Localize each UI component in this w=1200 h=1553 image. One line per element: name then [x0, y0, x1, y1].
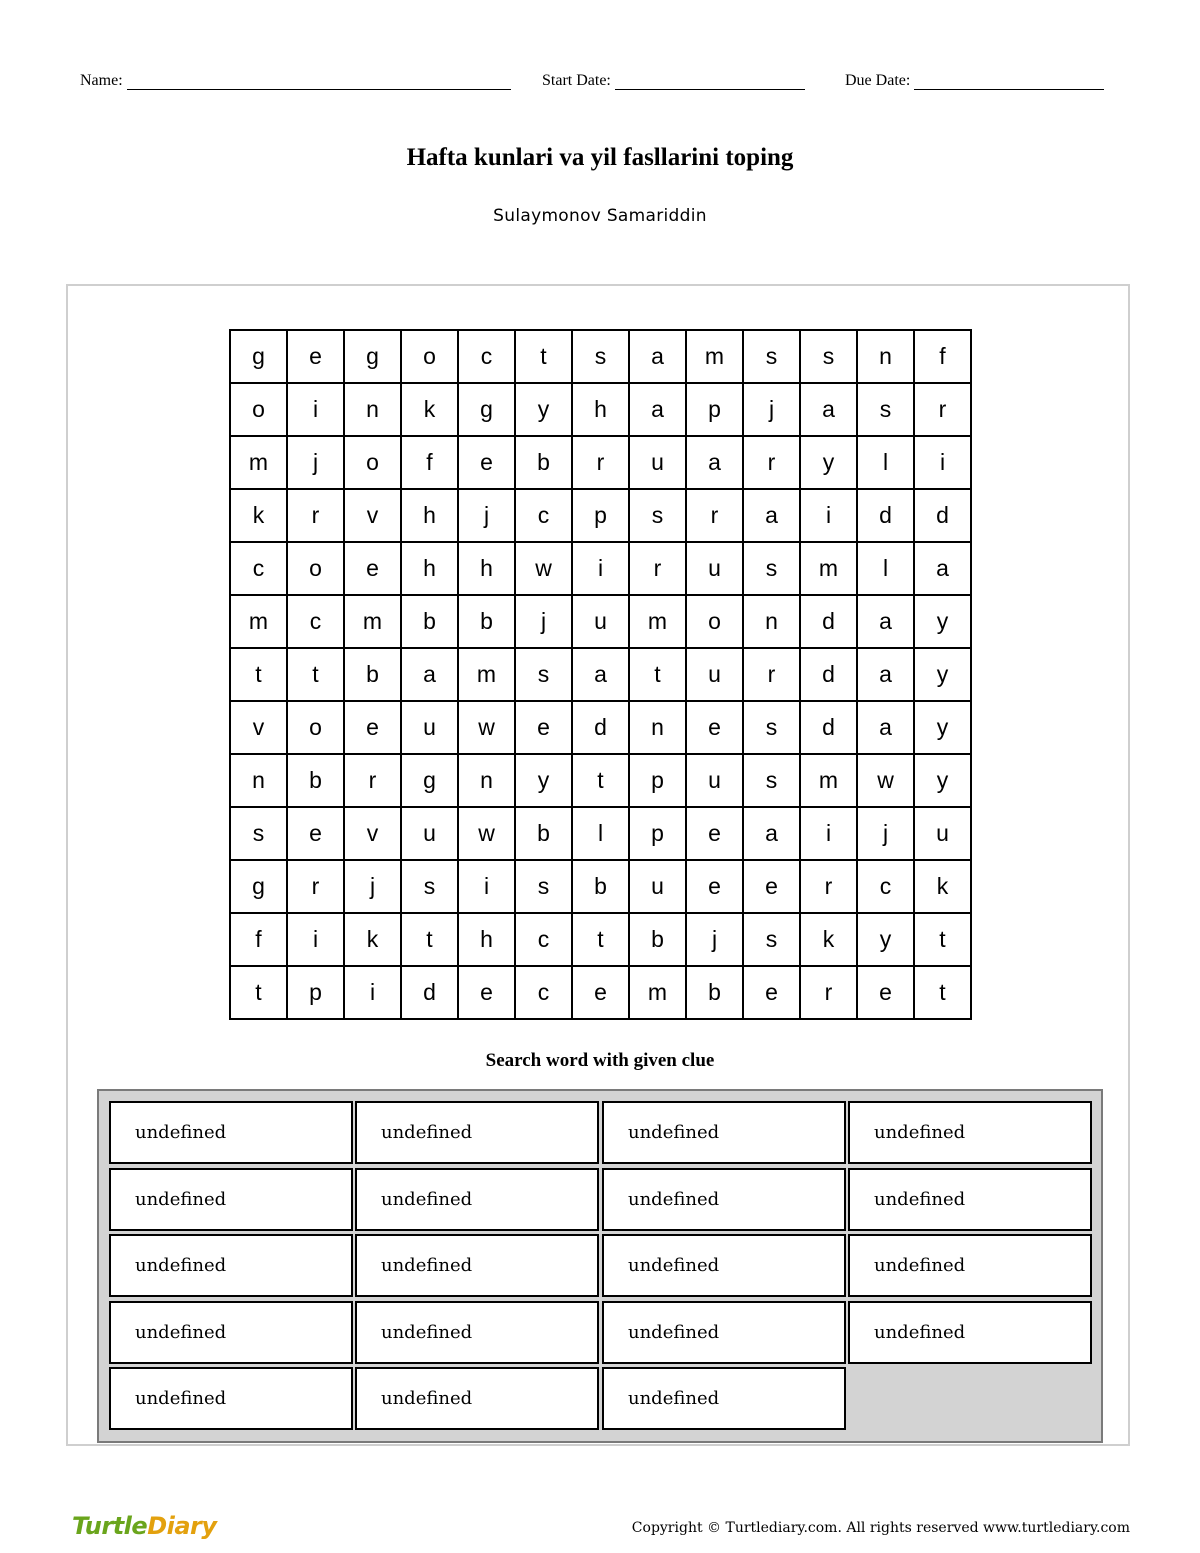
- grid-cell[interactable]: s: [515, 860, 572, 913]
- name-label: Name:: [80, 72, 123, 89]
- grid-cell[interactable]: u: [686, 542, 743, 595]
- grid-cell[interactable]: v: [344, 489, 401, 542]
- grid-cell[interactable]: a: [572, 648, 629, 701]
- start-date-field: [542, 72, 805, 90]
- clue-item: undefined: [848, 1101, 1092, 1164]
- clue-item: undefined: [602, 1168, 846, 1231]
- due-date-line: [914, 75, 1104, 90]
- grid-cell[interactable]: s: [515, 648, 572, 701]
- grid-cell[interactable]: o: [686, 595, 743, 648]
- grid-cell[interactable]: j: [686, 913, 743, 966]
- grid-cell[interactable]: r: [914, 383, 971, 436]
- grid-cell[interactable]: k: [401, 383, 458, 436]
- grid-cell[interactable]: f: [401, 436, 458, 489]
- grid-cell[interactable]: s: [743, 913, 800, 966]
- clue-item: undefined: [355, 1234, 599, 1297]
- clue-item: undefined: [602, 1367, 846, 1430]
- grid-cell[interactable]: s: [743, 542, 800, 595]
- grid-cell[interactable]: a: [629, 330, 686, 383]
- turtle-diary-logo: [72, 1512, 217, 1540]
- grid-cell[interactable]: o: [287, 701, 344, 754]
- grid-cell[interactable]: d: [572, 701, 629, 754]
- grid-cell[interactable]: t: [401, 913, 458, 966]
- grid-cell[interactable]: n: [458, 754, 515, 807]
- grid-cell[interactable]: v: [230, 701, 287, 754]
- name-line: [127, 75, 511, 90]
- grid-cell[interactable]: l: [572, 807, 629, 860]
- grid-cell[interactable]: r: [743, 436, 800, 489]
- grid-cell[interactable]: u: [401, 701, 458, 754]
- logo-part-1: Turtle: [72, 1512, 148, 1540]
- grid-cell[interactable]: y: [914, 595, 971, 648]
- page-title: Hafta kunlari va yil fasllarini toping: [406, 144, 794, 171]
- grid-cell[interactable]: s: [743, 754, 800, 807]
- grid-cell[interactable]: c: [287, 595, 344, 648]
- grid-cell[interactable]: o: [344, 436, 401, 489]
- clue-item: undefined: [109, 1234, 353, 1297]
- grid-cell[interactable]: s: [629, 489, 686, 542]
- grid-cell[interactable]: b: [629, 913, 686, 966]
- grid-cell[interactable]: u: [629, 436, 686, 489]
- grid-cell[interactable]: u: [686, 648, 743, 701]
- grid-cell[interactable]: i: [800, 489, 857, 542]
- grid-cell[interactable]: y: [914, 648, 971, 701]
- grid-cell[interactable]: t: [287, 648, 344, 701]
- grid-cell[interactable]: s: [401, 860, 458, 913]
- grid-cell[interactable]: w: [857, 754, 914, 807]
- clue-item: undefined: [109, 1101, 353, 1164]
- grid-cell[interactable]: y: [515, 754, 572, 807]
- grid-cell[interactable]: u: [914, 807, 971, 860]
- grid-cell[interactable]: a: [743, 807, 800, 860]
- clue-item: undefined: [355, 1168, 599, 1231]
- grid-cell[interactable]: s: [743, 330, 800, 383]
- due-date-field: [845, 72, 1104, 90]
- grid-cell[interactable]: y: [857, 913, 914, 966]
- grid-cell[interactable]: n: [629, 701, 686, 754]
- grid-cell[interactable]: m: [629, 966, 686, 1019]
- grid-cell[interactable]: t: [914, 966, 971, 1019]
- grid-row: [230, 701, 971, 754]
- grid-cell[interactable]: s: [857, 383, 914, 436]
- grid-cell[interactable]: e: [686, 860, 743, 913]
- grid-cell[interactable]: e: [857, 966, 914, 1019]
- grid-cell[interactable]: c: [515, 913, 572, 966]
- grid-cell[interactable]: s: [743, 701, 800, 754]
- grid-cell[interactable]: r: [287, 489, 344, 542]
- grid-cell[interactable]: c: [458, 330, 515, 383]
- grid-cell[interactable]: j: [287, 436, 344, 489]
- grid-cell[interactable]: e: [743, 966, 800, 1019]
- grid-cell[interactable]: m: [800, 754, 857, 807]
- grid-cell[interactable]: c: [857, 860, 914, 913]
- grid-cell[interactable]: u: [572, 595, 629, 648]
- grid-cell[interactable]: y: [914, 701, 971, 754]
- grid-cell[interactable]: j: [515, 595, 572, 648]
- grid-row: [230, 807, 971, 860]
- grid-row: [230, 913, 971, 966]
- grid-cell[interactable]: h: [458, 542, 515, 595]
- grid-cell[interactable]: y: [914, 754, 971, 807]
- grid-cell[interactable]: e: [572, 966, 629, 1019]
- grid-cell[interactable]: p: [572, 489, 629, 542]
- grid-cell[interactable]: e: [458, 966, 515, 1019]
- grid-cell[interactable]: u: [401, 807, 458, 860]
- grid-cell[interactable]: p: [629, 754, 686, 807]
- author-name: Sulaymonov Samariddin: [493, 206, 707, 226]
- grid-cell[interactable]: o: [230, 383, 287, 436]
- grid-cell[interactable]: t: [572, 754, 629, 807]
- grid-row: [230, 489, 971, 542]
- grid-cell[interactable]: t: [914, 913, 971, 966]
- grid-cell[interactable]: k: [914, 860, 971, 913]
- clue-item: undefined: [848, 1234, 1092, 1297]
- grid-cell[interactable]: n: [857, 330, 914, 383]
- grid-cell[interactable]: i: [914, 436, 971, 489]
- grid-cell[interactable]: o: [287, 542, 344, 595]
- grid-cell[interactable]: h: [572, 383, 629, 436]
- grid-cell[interactable]: e: [458, 436, 515, 489]
- grid-cell[interactable]: e: [515, 701, 572, 754]
- grid-cell[interactable]: u: [686, 754, 743, 807]
- grid-cell[interactable]: k: [230, 489, 287, 542]
- grid-cell[interactable]: s: [572, 330, 629, 383]
- grid-cell[interactable]: i: [344, 966, 401, 1019]
- grid-cell[interactable]: r: [800, 966, 857, 1019]
- grid-cell[interactable]: i: [287, 383, 344, 436]
- copyright-text: Copyright © Turtlediary.com. All rights reserved www.turtlediary.com: [631, 1520, 1130, 1536]
- grid-cell[interactable]: d: [914, 489, 971, 542]
- grid-cell[interactable]: r: [629, 542, 686, 595]
- grid-cell[interactable]: r: [686, 489, 743, 542]
- grid-cell[interactable]: a: [743, 489, 800, 542]
- grid-cell[interactable]: l: [857, 436, 914, 489]
- clue-list: [97, 1089, 1103, 1443]
- start-date-label: Start Date:: [542, 72, 611, 89]
- grid-cell[interactable]: y: [515, 383, 572, 436]
- grid-cell[interactable]: a: [857, 648, 914, 701]
- grid-cell[interactable]: i: [800, 807, 857, 860]
- grid-cell[interactable]: n: [230, 754, 287, 807]
- grid-cell[interactable]: b: [572, 860, 629, 913]
- grid-cell[interactable]: r: [572, 436, 629, 489]
- grid-cell[interactable]: t: [515, 330, 572, 383]
- grid-cell[interactable]: g: [401, 754, 458, 807]
- grid-cell[interactable]: j: [344, 860, 401, 913]
- logo-part-2: Diary: [147, 1512, 217, 1540]
- grid-cell[interactable]: r: [800, 860, 857, 913]
- grid-cell[interactable]: l: [857, 542, 914, 595]
- due-date-label: Due Date:: [845, 72, 911, 89]
- grid-cell[interactable]: a: [800, 383, 857, 436]
- grid-cell[interactable]: n: [743, 595, 800, 648]
- grid-cell[interactable]: b: [686, 966, 743, 1019]
- grid-cell[interactable]: b: [344, 648, 401, 701]
- grid-cell[interactable]: a: [857, 701, 914, 754]
- grid-cell[interactable]: w: [458, 807, 515, 860]
- grid-cell[interactable]: b: [287, 754, 344, 807]
- start-date-line: [615, 75, 805, 90]
- grid-cell[interactable]: t: [230, 966, 287, 1019]
- grid-cell[interactable]: d: [401, 966, 458, 1019]
- word-search-grid: [229, 329, 972, 1020]
- clue-item: undefined: [109, 1168, 353, 1231]
- grid-cell[interactable]: b: [515, 807, 572, 860]
- grid-cell[interactable]: j: [458, 489, 515, 542]
- grid-cell[interactable]: g: [230, 330, 287, 383]
- grid-cell[interactable]: d: [857, 489, 914, 542]
- grid-cell[interactable]: u: [629, 860, 686, 913]
- grid-cell[interactable]: c: [515, 489, 572, 542]
- clue-item: undefined: [355, 1101, 599, 1164]
- grid-cell[interactable]: j: [743, 383, 800, 436]
- grid-cell[interactable]: e: [344, 542, 401, 595]
- grid-cell[interactable]: p: [629, 807, 686, 860]
- grid-cell[interactable]: b: [458, 595, 515, 648]
- grid-cell[interactable]: m: [686, 330, 743, 383]
- grid-cell[interactable]: e: [743, 860, 800, 913]
- grid-cell[interactable]: w: [515, 542, 572, 595]
- grid-cell[interactable]: t: [572, 913, 629, 966]
- grid-cell[interactable]: i: [572, 542, 629, 595]
- clue-item: undefined: [355, 1301, 599, 1364]
- grid-cell[interactable]: f: [914, 330, 971, 383]
- grid-cell[interactable]: c: [230, 542, 287, 595]
- grid-cell[interactable]: a: [686, 436, 743, 489]
- grid-cell[interactable]: s: [230, 807, 287, 860]
- grid-cell[interactable]: m: [800, 542, 857, 595]
- grid-cell[interactable]: d: [800, 595, 857, 648]
- grid-cell[interactable]: n: [344, 383, 401, 436]
- grid-cell[interactable]: i: [287, 913, 344, 966]
- grid-cell[interactable]: w: [458, 701, 515, 754]
- clue-item: undefined: [848, 1301, 1092, 1364]
- grid-cell[interactable]: b: [515, 436, 572, 489]
- grid-row: [230, 330, 971, 383]
- grid-cell[interactable]: c: [515, 966, 572, 1019]
- clue-item: undefined: [602, 1234, 846, 1297]
- grid-cell[interactable]: m: [629, 595, 686, 648]
- grid-cell[interactable]: b: [401, 595, 458, 648]
- clue-item: undefined: [602, 1301, 846, 1364]
- grid-cell[interactable]: a: [857, 595, 914, 648]
- grid-cell[interactable]: d: [800, 701, 857, 754]
- grid-cell[interactable]: o: [401, 330, 458, 383]
- grid-cell[interactable]: m: [230, 436, 287, 489]
- grid-cell[interactable]: h: [401, 542, 458, 595]
- grid-cell[interactable]: h: [401, 489, 458, 542]
- grid-cell[interactable]: e: [686, 701, 743, 754]
- grid-cell[interactable]: d: [800, 648, 857, 701]
- clue-heading: Search word with given clue: [485, 1050, 715, 1071]
- grid-cell[interactable]: t: [629, 648, 686, 701]
- grid-cell[interactable]: t: [230, 648, 287, 701]
- grid-cell[interactable]: f: [230, 913, 287, 966]
- grid-cell[interactable]: k: [344, 913, 401, 966]
- grid-row: [230, 436, 971, 489]
- grid-cell[interactable]: a: [629, 383, 686, 436]
- grid-cell[interactable]: g: [344, 330, 401, 383]
- grid-cell[interactable]: p: [287, 966, 344, 1019]
- grid-cell[interactable]: j: [857, 807, 914, 860]
- clue-item: undefined: [109, 1301, 353, 1364]
- grid-cell[interactable]: e: [287, 807, 344, 860]
- grid-cell[interactable]: v: [344, 807, 401, 860]
- grid-cell[interactable]: i: [458, 860, 515, 913]
- grid-cell[interactable]: r: [743, 648, 800, 701]
- grid-row: [230, 648, 971, 701]
- grid-cell[interactable]: e: [686, 807, 743, 860]
- grid-cell[interactable]: k: [800, 913, 857, 966]
- clue-item: undefined: [355, 1367, 599, 1430]
- grid-cell[interactable]: y: [800, 436, 857, 489]
- grid-cell[interactable]: r: [344, 754, 401, 807]
- grid-cell[interactable]: m: [344, 595, 401, 648]
- grid-row: [230, 383, 971, 436]
- clue-item: undefined: [848, 1168, 1092, 1231]
- grid-row: [230, 860, 971, 913]
- clue-item: undefined: [109, 1367, 353, 1430]
- grid-cell[interactable]: s: [800, 330, 857, 383]
- grid-cell[interactable]: g: [458, 383, 515, 436]
- grid-cell[interactable]: m: [458, 648, 515, 701]
- grid-cell[interactable]: a: [914, 542, 971, 595]
- grid-cell[interactable]: r: [287, 860, 344, 913]
- grid-cell[interactable]: h: [458, 913, 515, 966]
- clue-item: undefined: [602, 1101, 846, 1164]
- grid-cell[interactable]: g: [230, 860, 287, 913]
- grid-cell[interactable]: e: [287, 330, 344, 383]
- name-field: [80, 72, 511, 90]
- grid-cell[interactable]: p: [686, 383, 743, 436]
- grid-row: [230, 966, 971, 1019]
- grid-cell[interactable]: e: [344, 701, 401, 754]
- grid-row: [230, 595, 971, 648]
- grid-row: [230, 542, 971, 595]
- grid-cell[interactable]: m: [230, 595, 287, 648]
- grid-cell[interactable]: a: [401, 648, 458, 701]
- grid-row: [230, 754, 971, 807]
